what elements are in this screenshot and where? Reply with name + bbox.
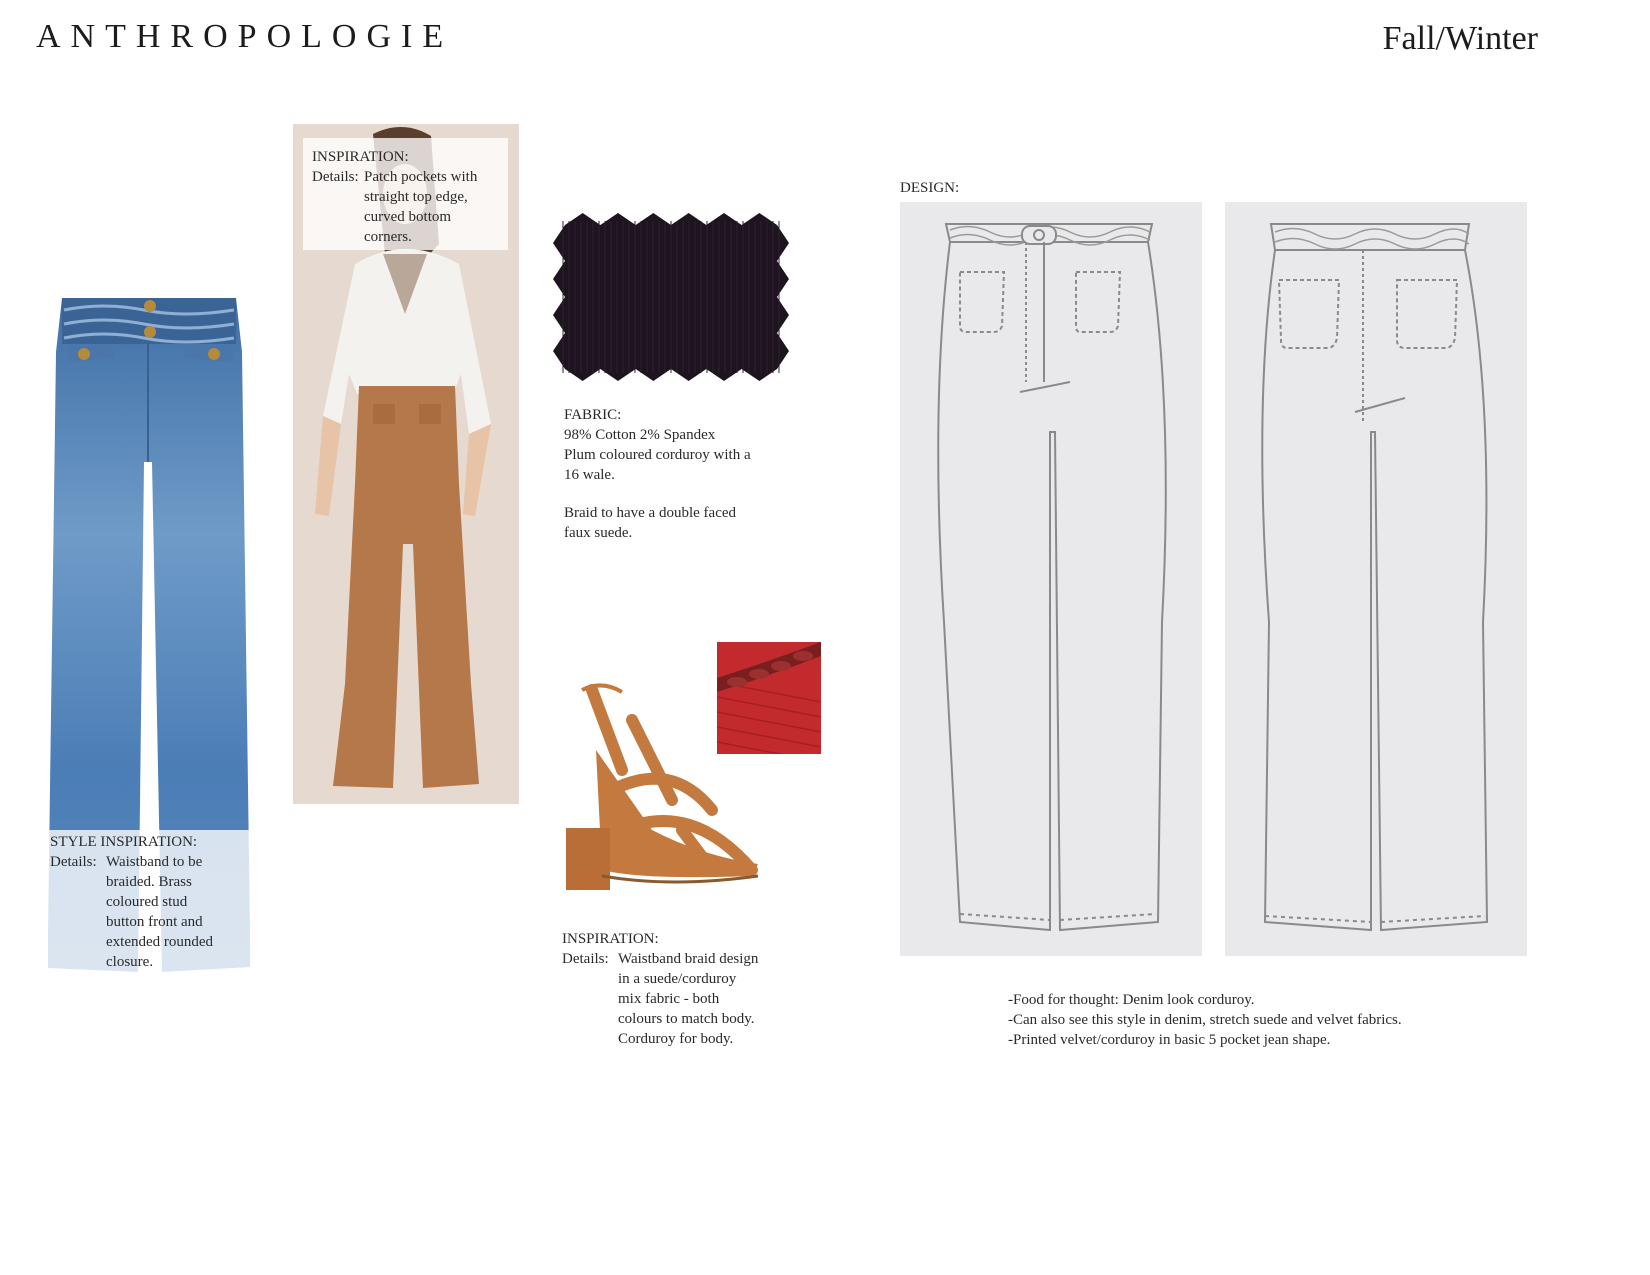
fabric-text <box>564 405 751 543</box>
fabric-line: Plum coloured corduroy with a <box>564 447 751 463</box>
style-inspiration-line: closure. <box>106 954 154 970</box>
photo-inspiration-details-label: Details: <box>312 169 359 185</box>
photo-inspiration-title: INSPIRATION: <box>312 149 409 165</box>
style-inspiration-text <box>50 832 213 972</box>
photo-inspiration-text <box>312 147 477 247</box>
photo-inspiration-line: curved bottom <box>364 209 452 225</box>
shoe-inspiration-text <box>562 929 758 1049</box>
fabric-title: FABRIC: <box>564 407 622 423</box>
fabric-line: 16 wale. <box>564 467 615 483</box>
design-note: -Can also see this style in denim, stretch suede and velvet fabrics. <box>1008 1012 1402 1028</box>
braid-line: Braid to have a double faced <box>564 505 737 521</box>
photo-inspiration-line: straight top edge, <box>364 189 468 205</box>
fabric-line: 98% Cotton 2% Spandex <box>564 427 716 443</box>
style-inspiration-line: braided. Brass <box>106 874 192 890</box>
style-inspiration-details-label: Details: <box>50 854 97 870</box>
shoe-inspiration-line: mix fabric - both <box>618 991 720 1007</box>
back-sketch <box>1225 202 1527 956</box>
photo-inspiration-line: corners. <box>364 229 412 245</box>
shoe-inspiration-line: Waistband braid design <box>618 951 759 967</box>
shoe-inspiration-line: Corduroy for body. <box>618 1031 734 1047</box>
fabric-swatch <box>553 213 789 381</box>
brand-logo: ANTHROPOLOGIE <box>36 18 454 55</box>
style-inspiration-line: Waistband to be <box>106 854 203 870</box>
season-title: Fall/Winter <box>1382 20 1538 57</box>
shoe-inspiration-line: in a suede/corduroy <box>618 971 737 987</box>
style-inspiration-title: STYLE INSPIRATION: <box>50 834 198 850</box>
style-inspiration-line: button front and <box>106 914 203 930</box>
design-title: DESIGN: <box>900 180 960 196</box>
design-note: -Printed velvet/corduroy in basic 5 pocket jean shape. <box>1008 1032 1331 1048</box>
sandal-photo <box>562 680 768 898</box>
shoe-inspiration-details-label: Details: <box>562 951 609 967</box>
shoe-inspiration-line: colours to match body. <box>618 1011 755 1027</box>
photo-inspiration-line: Patch pockets with <box>364 169 478 185</box>
braid-line: faux suede. <box>564 525 633 541</box>
front-sketch <box>900 202 1202 956</box>
style-inspiration-line: coloured stud <box>106 894 188 910</box>
style-inspiration-line: extended rounded <box>106 934 214 950</box>
design-note: -Food for thought: Denim look corduroy. <box>1008 992 1255 1008</box>
shoe-inspiration-title: INSPIRATION: <box>562 931 659 947</box>
design-notes <box>1008 990 1402 1050</box>
